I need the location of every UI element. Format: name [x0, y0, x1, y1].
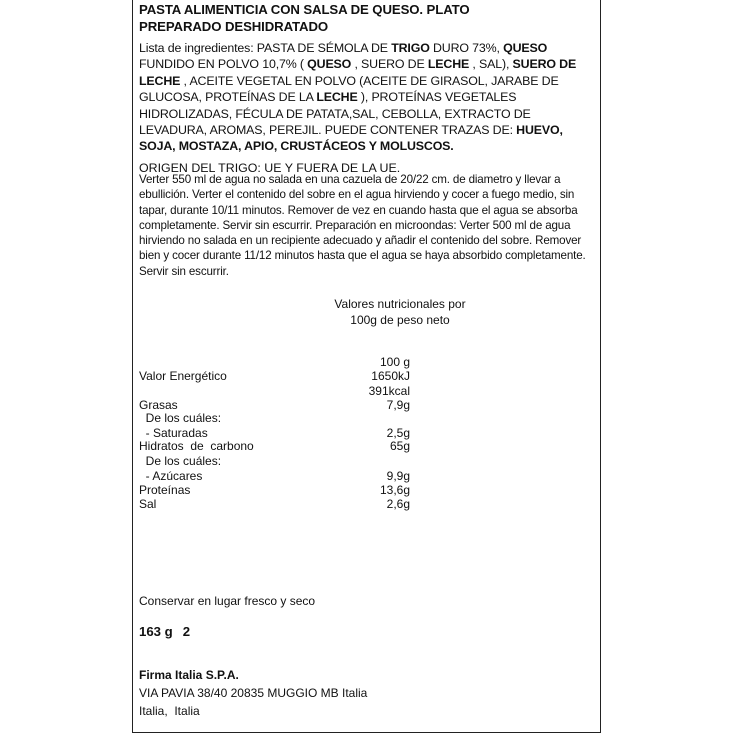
allergen-text: QUESO	[503, 41, 548, 55]
nutrition-label: Grasas	[139, 398, 178, 412]
nutrition-label: - Saturadas	[139, 426, 208, 440]
nutrition-value: 2,6g	[386, 497, 410, 511]
ingredient-text: FUNDIDO EN POLVO 10,7% (	[139, 57, 308, 72]
nutrition-value: 65g	[389, 439, 410, 453]
product-title	[139, 1, 597, 35]
company-name: Firma Italia S.P.A.	[139, 668, 239, 682]
title-line-2: PREPARADO DESHIDRATADO	[139, 19, 329, 34]
nutrition-heading	[325, 297, 475, 328]
preparation-instructions: Verter 550 ml de agua no salada en una cazuela de 20/22 cm. de diametro y llevar a ebullición. Verter el contenido del sobre en el agua hirviendo y cocer a fuego medio, sin tapar, durante 10/11 minutos. Remover de vez en cuando hasta que el agua se absorba completamente. Servir sin escurrir. Preparación en microondas: Verter 500 ml de agua hirviendo no salada en un recipiente adecuado y añadir el contenido del sobre. Remover bien y cocer durante 11/12 minutos hasta que el agua se haya absorbido completamente. Servir sin escurrir.	[139, 173, 586, 278]
allergen-text: LECHE	[316, 90, 358, 105]
ingredient-text: , SUERO DE	[351, 57, 428, 72]
portions-count: 2	[182, 624, 191, 639]
title-line-1: PASTA ALIMENTICIA CON SALSA DE QUESO. PLATO	[139, 2, 470, 17]
company-info	[139, 666, 367, 721]
nutrition-heading-line-2: 100g de peso neto	[350, 312, 450, 327]
nutrition-label: Valor Energético	[139, 369, 227, 383]
nutrition-value: 7,9g	[386, 398, 410, 412]
storage-instructions: Conservar en lugar fresco y seco	[139, 594, 316, 608]
nutrition-value: 2,5g	[386, 426, 410, 440]
allergen-text: LECHE	[427, 57, 470, 72]
net-weight-amount: 163 g	[139, 624, 173, 639]
ingredients-list	[139, 40, 597, 155]
ingredient-text: , SAL),	[469, 57, 513, 72]
company-address: VIA PAVIA 38/40 20835 MUGGIO MB Italia	[139, 686, 368, 701]
ingredient-text: Lista de ingredientes: PASTA DE SÉMOLA DE	[139, 41, 392, 55]
nutrition-label: De los cuáles:	[139, 454, 222, 468]
company-country: Italia, Italia	[139, 704, 200, 719]
nutrition-label: De los cuáles:	[139, 411, 222, 425]
ingredient-text: , ACEITE VEGETAL EN POLVO (ACEITE DE GIRASOL, JARABE DE GLUCOSA, PROTEÍNAS DE LA	[139, 73, 559, 105]
nutrition-label: Proteínas	[139, 483, 191, 497]
ingredient-text: ), PROTEÍNAS VEGETALES HIDROLIZADAS, FÉCULA DE PATATA,SAL, CEBOLLA, EXTRACTO DE LEVADURA, AROMAS, PEREJIL. PUEDE CONTENER TRAZAS DE:	[139, 90, 531, 138]
allergen-text: TRIGO	[391, 41, 430, 55]
nutrition-heading-line-1: Valores nutricionales por	[334, 297, 466, 311]
nutrition-value: 13,6g	[379, 483, 410, 497]
allergen-text: SUERO DE LECHE	[139, 57, 577, 88]
nutrition-label: - Azúcares	[139, 469, 203, 483]
wheat-origin: ORIGEN DEL TRIGO: UE Y FUERA DE LA UE.	[139, 161, 401, 175]
nutrition-value: 391kcal	[368, 384, 410, 398]
ingredient-text: DURO 73%,	[429, 41, 504, 55]
nutrition-value: 9,9g	[386, 469, 410, 483]
nutrition-value: 1650kJ	[371, 369, 410, 383]
net-weight	[139, 624, 190, 639]
allergen-text: HUEVO, SOJA, MOSTAZA, APIO, CRUSTÁCEOS Y MOLUSCOS.	[139, 123, 563, 154]
nutrition-label: Sal	[139, 497, 157, 511]
nutrition-label: Hidratos de carbono	[139, 439, 254, 453]
allergen-text: QUESO	[307, 57, 352, 72]
nutrition-column-header: 100 g	[379, 355, 410, 369]
